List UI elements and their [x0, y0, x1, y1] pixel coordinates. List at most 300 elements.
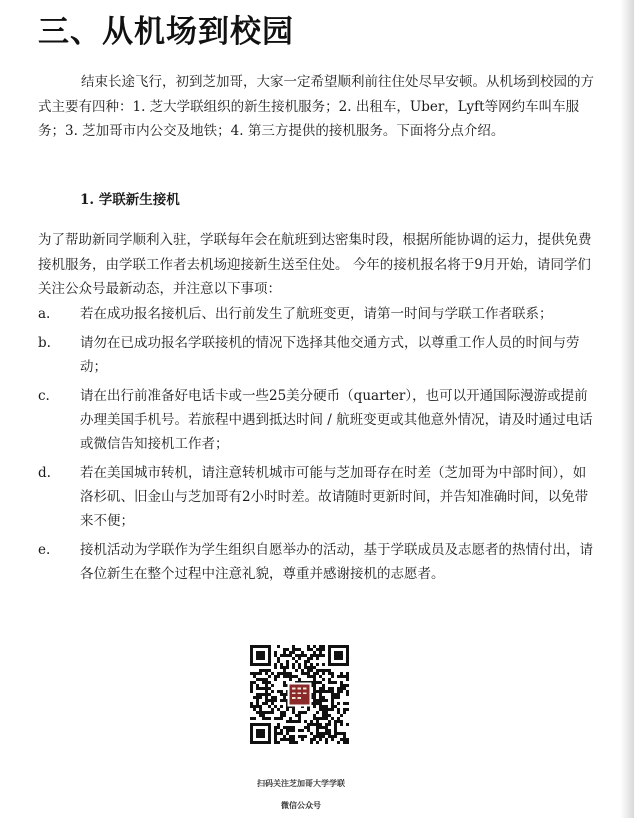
qr-module — [298, 735, 301, 738]
qr-module — [310, 666, 313, 669]
qr-module — [295, 741, 298, 744]
qr-module — [256, 702, 259, 705]
qr-module — [289, 720, 292, 723]
qr-module — [304, 735, 307, 738]
qr-module — [292, 735, 295, 738]
qr-module — [301, 729, 304, 732]
qr-module — [343, 711, 346, 714]
qr-module — [274, 735, 277, 738]
qr-module — [274, 717, 277, 720]
qr-module — [283, 672, 286, 675]
qr-module — [289, 675, 292, 678]
qr-module — [307, 657, 310, 660]
qr-module — [322, 735, 325, 738]
qr-module — [304, 726, 307, 729]
qr-module — [322, 678, 325, 681]
qr-module — [262, 717, 265, 720]
qr-module — [280, 714, 283, 717]
qr-module — [280, 672, 283, 675]
qr-module — [274, 699, 277, 702]
qr-module — [256, 699, 259, 702]
qr-module — [289, 678, 292, 681]
qr-module — [301, 651, 304, 654]
qr-module — [259, 693, 262, 696]
qr-module — [310, 648, 313, 651]
qr-module — [286, 708, 289, 711]
qr-finder-bottom-left — [250, 723, 271, 744]
qr-module — [250, 717, 253, 720]
qr-module — [322, 645, 325, 648]
qr-module — [274, 732, 277, 735]
qr-module — [340, 675, 343, 678]
qr-module — [331, 708, 334, 711]
qr-module — [304, 672, 307, 675]
qr-module — [283, 738, 286, 741]
qr-module — [325, 732, 328, 735]
qr-module — [319, 699, 322, 702]
qr-module — [313, 693, 316, 696]
qr-module — [280, 711, 283, 714]
qr-module — [322, 696, 325, 699]
qr-module — [256, 678, 259, 681]
qr-module — [319, 702, 322, 705]
qr-module — [277, 645, 280, 648]
qr-module — [310, 669, 313, 672]
qr-module — [307, 675, 310, 678]
qr-module — [295, 648, 298, 651]
qr-module — [298, 657, 301, 660]
qr-module — [316, 741, 319, 744]
qr-module — [298, 714, 301, 717]
qr-module — [265, 702, 268, 705]
qr-module — [328, 723, 331, 726]
qr-module — [286, 660, 289, 663]
qr-module — [283, 696, 286, 699]
qr-module — [316, 690, 319, 693]
qr-module — [343, 732, 346, 735]
notes-list — [38, 302, 598, 591]
qr-module — [286, 726, 289, 729]
qr-module — [319, 654, 322, 657]
qr-module — [289, 717, 292, 720]
qr-module — [307, 708, 310, 711]
qr-module — [316, 723, 319, 726]
qr-module — [274, 726, 277, 729]
qr-module — [331, 738, 334, 741]
qr-module — [340, 690, 343, 693]
qr-module — [322, 669, 325, 672]
qr-module — [328, 714, 331, 717]
qr-module — [289, 654, 292, 657]
qr-module — [310, 720, 313, 723]
qr-module — [295, 654, 298, 657]
qr-module — [277, 717, 280, 720]
qr-module — [316, 726, 319, 729]
qr-module — [346, 702, 349, 705]
qr-module — [283, 648, 286, 651]
qr-module — [271, 699, 274, 702]
qr-module — [334, 729, 337, 732]
qr-module — [313, 672, 316, 675]
qr-module — [268, 681, 271, 684]
qr-module — [286, 666, 289, 669]
qr-module — [292, 648, 295, 651]
qr-module — [331, 693, 334, 696]
qr-module — [289, 726, 292, 729]
qr-module — [265, 696, 268, 699]
qr-module — [268, 699, 271, 702]
qr-module — [301, 711, 304, 714]
qr-module — [253, 708, 256, 711]
qr-module — [322, 648, 325, 651]
qr-module — [322, 687, 325, 690]
list-marker: d. — [38, 465, 51, 481]
qr-module — [265, 693, 268, 696]
qr-module — [280, 705, 283, 708]
qr-module — [250, 690, 253, 693]
qr-finder-top-left — [250, 645, 271, 666]
qr-module — [313, 702, 316, 705]
qr-module — [301, 738, 304, 741]
qr-module — [319, 651, 322, 654]
qr-module — [289, 651, 292, 654]
qr-module — [253, 705, 256, 708]
qr-module — [286, 738, 289, 741]
qr-module — [331, 717, 334, 720]
qr-module — [307, 672, 310, 675]
qr-module — [250, 681, 253, 684]
qr-module — [313, 675, 316, 678]
qr-module — [328, 732, 331, 735]
qr-module — [265, 684, 268, 687]
qr-module — [313, 678, 316, 681]
qr-module — [343, 735, 346, 738]
subsection-title: 1. 学联新生接机 — [80, 192, 180, 208]
qr-module — [343, 741, 346, 744]
list-marker: b. — [38, 335, 51, 351]
qr-module — [316, 672, 319, 675]
qr-module — [286, 663, 289, 666]
qr-caption-primary: 扫码关注芝加哥大学学联 — [257, 778, 345, 788]
qr-module — [277, 726, 280, 729]
qr-module — [319, 723, 322, 726]
qr-module — [262, 714, 265, 717]
qr-module — [340, 681, 343, 684]
qr-module — [328, 669, 331, 672]
qr-module — [280, 738, 283, 741]
qr-module — [340, 672, 343, 675]
qr-module — [319, 726, 322, 729]
qr-module — [337, 732, 340, 735]
qr-module — [283, 651, 286, 654]
list-marker: a. — [38, 306, 51, 322]
qr-module — [283, 669, 286, 672]
qr-module — [325, 723, 328, 726]
qr-module — [343, 708, 346, 711]
qr-module — [313, 699, 316, 702]
qr-module — [313, 735, 316, 738]
qr-module — [313, 690, 316, 693]
qr-module — [280, 699, 283, 702]
qr-module — [316, 702, 319, 705]
qr-module — [304, 663, 307, 666]
page-edge-shadow — [620, 0, 634, 818]
qr-module — [331, 687, 334, 690]
qr-module — [295, 714, 298, 717]
qr-module — [283, 711, 286, 714]
qr-module — [346, 708, 349, 711]
qr-module — [298, 654, 301, 657]
qr-module — [301, 654, 304, 657]
qr-module — [331, 705, 334, 708]
qr-module — [322, 705, 325, 708]
qr-module — [310, 675, 313, 678]
qr-module — [280, 729, 283, 732]
qr-module — [319, 675, 322, 678]
qr-module — [325, 717, 328, 720]
section-heading: 三、从机场到校园 — [38, 14, 294, 50]
qr-module — [250, 687, 253, 690]
qr-module — [325, 741, 328, 744]
qr-module — [313, 687, 316, 690]
qr-code-image — [250, 645, 349, 744]
qr-module — [298, 663, 301, 666]
qr-module — [271, 672, 274, 675]
qr-module — [313, 714, 316, 717]
qr-module — [268, 675, 271, 678]
qr-module — [319, 696, 322, 699]
qr-module — [307, 660, 310, 663]
qr-module — [334, 732, 337, 735]
qr-module — [307, 645, 310, 648]
qr-module — [319, 738, 322, 741]
qr-module — [346, 684, 349, 687]
qr-module — [337, 711, 340, 714]
qr-module — [307, 648, 310, 651]
qr-module — [307, 669, 310, 672]
qr-module — [298, 666, 301, 669]
qr-module — [274, 678, 277, 681]
qr-module — [307, 723, 310, 726]
qr-module — [319, 717, 322, 720]
qr-module — [292, 675, 295, 678]
qr-module — [316, 729, 319, 732]
qr-module — [286, 732, 289, 735]
qr-module — [295, 675, 298, 678]
qr-module — [328, 735, 331, 738]
qr-module — [256, 684, 259, 687]
qr-module — [289, 672, 292, 675]
qr-module — [322, 684, 325, 687]
qr-module — [340, 738, 343, 741]
qr-module — [262, 681, 265, 684]
qr-module — [334, 696, 337, 699]
qr-module — [331, 690, 334, 693]
qr-module — [322, 654, 325, 657]
qr-module — [274, 651, 277, 654]
qr-module — [271, 702, 274, 705]
qr-module — [319, 735, 322, 738]
qr-module — [274, 696, 277, 699]
qr-module — [310, 663, 313, 666]
qr-module — [265, 717, 268, 720]
qr-module — [304, 711, 307, 714]
qr-module — [331, 696, 334, 699]
qr-module — [319, 645, 322, 648]
qr-module — [331, 702, 334, 705]
qr-module — [256, 672, 259, 675]
qr-module — [307, 666, 310, 669]
qr-module — [271, 711, 274, 714]
qr-module — [322, 717, 325, 720]
qr-module — [325, 705, 328, 708]
qr-module — [262, 702, 265, 705]
qr-module — [331, 699, 334, 702]
qr-module — [277, 732, 280, 735]
qr-module — [292, 726, 295, 729]
qr-module — [340, 684, 343, 687]
qr-module — [328, 690, 331, 693]
qr-module — [292, 729, 295, 732]
qr-module — [292, 711, 295, 714]
qr-module — [280, 666, 283, 669]
qr-module — [313, 681, 316, 684]
qr-module — [310, 654, 313, 657]
qr-module — [334, 705, 337, 708]
qr-module — [340, 687, 343, 690]
qr-module — [289, 741, 292, 744]
intro-paragraph: 结束长途飞行，初到芝加哥，大家一定希望顺利前往住处尽早安顿。从机场到校园的方式主要有四种：1. 芝大学联组织的新生接机服务；2. 出租车，Uber，Lyft等网约车叫车服务；3. 芝加哥市内公交及地铁；4. 第三方提供的接机服务。下面将分点介绍。 — [38, 74, 594, 139]
qr-module — [316, 720, 319, 723]
qr-module — [304, 654, 307, 657]
qr-module — [310, 741, 313, 744]
qr-module — [277, 657, 280, 660]
qr-module — [322, 732, 325, 735]
qr-module — [268, 687, 271, 690]
qr-module — [280, 717, 283, 720]
qr-module — [292, 663, 295, 666]
qr-module — [259, 708, 262, 711]
list-item-text: 若在成功报名接机后、出行前发生了航班变更，请第一时间与学联工作者联系； — [80, 306, 553, 322]
qr-module — [253, 672, 256, 675]
qr-module — [256, 705, 259, 708]
qr-module — [286, 654, 289, 657]
qr-module — [328, 720, 331, 723]
qr-module — [316, 669, 319, 672]
qr-module — [313, 666, 316, 669]
qr-module — [337, 720, 340, 723]
qr-module — [328, 681, 331, 684]
qr-module — [316, 711, 319, 714]
qr-module — [301, 669, 304, 672]
qr-module — [334, 693, 337, 696]
qr-module — [322, 699, 325, 702]
qr-module — [292, 657, 295, 660]
qr-module — [343, 675, 346, 678]
qr-module — [337, 690, 340, 693]
qr-module — [328, 687, 331, 690]
qr-module — [286, 672, 289, 675]
qr-module — [265, 711, 268, 714]
list-item — [38, 331, 598, 379]
qr-module — [334, 720, 337, 723]
qr-module — [322, 690, 325, 693]
qr-module — [289, 729, 292, 732]
qr-module — [298, 711, 301, 714]
qr-module — [307, 729, 310, 732]
qr-module — [274, 729, 277, 732]
qr-module — [346, 723, 349, 726]
qr-module — [277, 660, 280, 663]
qr-module — [256, 696, 259, 699]
qr-module — [313, 651, 316, 654]
qr-module — [340, 714, 343, 717]
qr-module — [259, 711, 262, 714]
qr-module — [328, 678, 331, 681]
qr-module — [346, 678, 349, 681]
qr-module — [280, 654, 283, 657]
qr-module — [265, 678, 268, 681]
qr-module — [265, 690, 268, 693]
qr-module — [259, 705, 262, 708]
qr-module — [262, 693, 265, 696]
subsection-body: 为了帮助新同学顺利入驻，学联每年会在航班到达密集时段，根据所能协调的运力，提供免费接机服务，由学联工作者去机场迎接新生送至住处。 今年的接机报名将于9月开始，请同学们关注公众号最新动态，并注意以下事项： — [38, 232, 592, 297]
qr-module — [289, 735, 292, 738]
qr-module — [301, 672, 304, 675]
list-marker: e. — [38, 542, 51, 558]
qr-module — [271, 708, 274, 711]
qr-module — [277, 690, 280, 693]
qr-module — [301, 735, 304, 738]
qr-module — [328, 708, 331, 711]
qr-module — [271, 696, 274, 699]
qr-module — [274, 666, 277, 669]
qr-module — [265, 672, 268, 675]
qr-module — [340, 723, 343, 726]
qr-module — [346, 675, 349, 678]
qr-module — [280, 732, 283, 735]
qr-module — [292, 741, 295, 744]
qr-module — [313, 705, 316, 708]
qr-module — [259, 678, 262, 681]
qr-module — [337, 693, 340, 696]
qr-module — [283, 666, 286, 669]
qr-module — [337, 675, 340, 678]
qr-module — [253, 717, 256, 720]
qr-module — [292, 720, 295, 723]
qr-module — [271, 690, 274, 693]
qr-module — [277, 723, 280, 726]
qr-module — [262, 687, 265, 690]
qr-module — [283, 693, 286, 696]
qr-module — [322, 714, 325, 717]
qr-module — [265, 669, 268, 672]
qr-module — [319, 690, 322, 693]
qr-module — [274, 741, 277, 744]
qr-module — [265, 681, 268, 684]
qr-module — [319, 708, 322, 711]
list-item-text: 请在出行前准备好电话卡或一些25美分硬币（quarter），也可以开通国际漫游或提前办理美国手机号。若旅程中遇到抵达时间 / 航班变更或其他意外情况，请及时通过电话或微信告知接机工作者； — [80, 388, 593, 452]
qr-module — [277, 708, 280, 711]
qr-module — [325, 714, 328, 717]
qr-module — [313, 654, 316, 657]
qr-module — [316, 681, 319, 684]
qr-module — [283, 735, 286, 738]
qr-module — [286, 675, 289, 678]
qr-module — [259, 669, 262, 672]
qr-module — [337, 702, 340, 705]
qr-module — [292, 738, 295, 741]
